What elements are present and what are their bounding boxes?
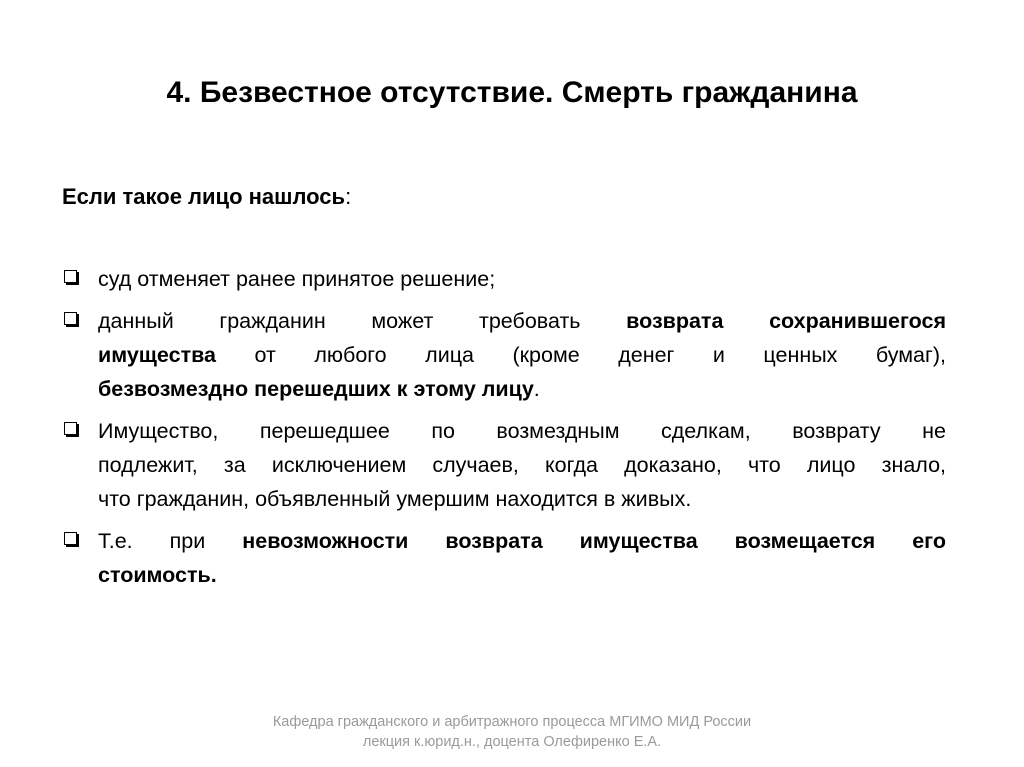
checkbox-bullet-icon	[64, 532, 77, 545]
item-line: Имущество, перешедшее по возмездным сделкам, возврату не	[98, 419, 946, 443]
intro-bold: Если такое лицо нашлось	[62, 184, 346, 209]
checkbox-bullet-icon	[64, 312, 77, 325]
footer	[0, 712, 1024, 752]
item-line: что гражданин, объявленный умершим находится в живых.	[98, 487, 692, 511]
intro-colon: :	[345, 184, 352, 209]
list-item	[62, 524, 946, 592]
bold-text: имущества	[98, 343, 216, 367]
slide-title: 4. Безвестное отсутствие. Смерть гражданина	[166, 76, 858, 109]
footer-line-1: Кафедра гражданского и арбитражного процесса МГИМО МИД России	[272, 714, 752, 730]
item-line	[98, 524, 946, 558]
text: .	[533, 377, 540, 401]
intro-text	[62, 184, 351, 210]
checkbox-bullet-icon	[64, 422, 77, 435]
bullet-list	[62, 262, 946, 600]
bold-text: возврата сохранившегося	[626, 309, 946, 333]
bold-text: стоимость.	[98, 563, 217, 587]
item-line	[98, 558, 946, 592]
text: данный гражданин может требовать	[98, 309, 627, 333]
list-item	[62, 262, 946, 296]
checkbox-bullet-icon	[64, 270, 77, 283]
item-line: суд отменяет ранее принятое решение;	[98, 267, 496, 291]
item-line	[98, 304, 946, 338]
list-item	[62, 414, 946, 516]
footer-line-2: лекция к.юрид.н., доцента Олефиренко Е.А.	[362, 734, 662, 750]
bold-text: безвозмездно перешедших к этому лицу	[98, 377, 534, 401]
text: от любого лица (кроме денег и ценных бумаг),	[216, 343, 946, 367]
list-item	[62, 304, 946, 406]
item-line: подлежит, за исключением случаев, когда доказано, что лицо знало,	[98, 453, 946, 477]
item-line	[98, 372, 946, 406]
text: Т.е. при	[98, 529, 243, 553]
item-line	[98, 338, 946, 372]
bold-text: невозможности возврата имущества возмещается его	[242, 529, 946, 553]
